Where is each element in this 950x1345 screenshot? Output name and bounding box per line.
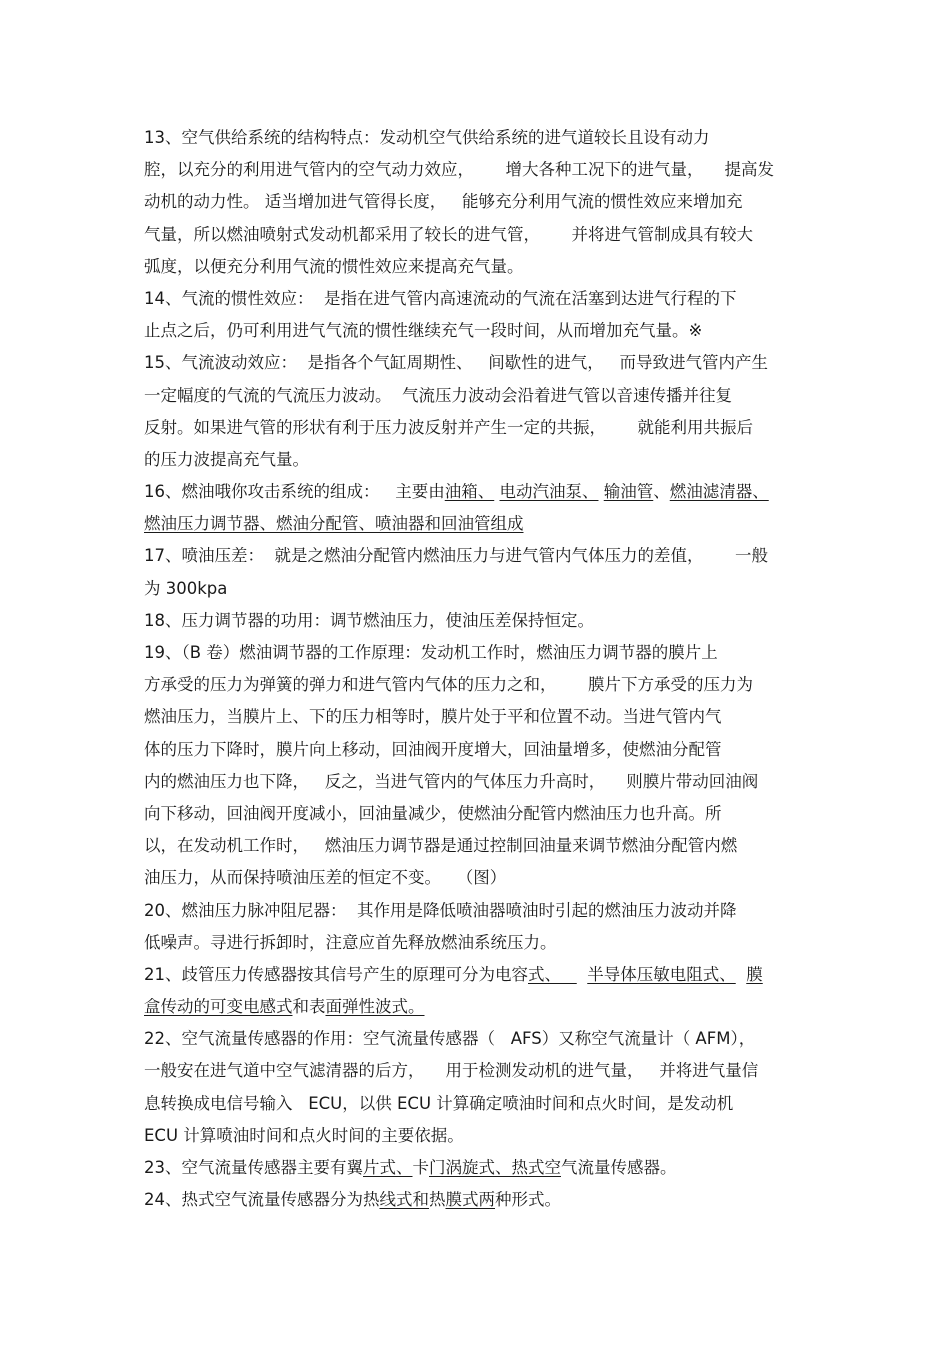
- text-segment: 气流量传感器。: [561, 1158, 677, 1177]
- text-line: [144, 315, 814, 347]
- underlined-term: 燃油滤清器、: [669, 482, 769, 502]
- text-segment: 21、歧管压力传感器按其信号产生的原理可分为电容: [144, 964, 528, 984]
- text-segment: 16、燃油哦你攻击系统的组成： 主要由: [144, 482, 445, 502]
- text-line: [144, 1184, 814, 1216]
- text-line: [144, 830, 814, 862]
- underlined-term: 电动汽油泵、: [499, 482, 599, 502]
- text-line: [144, 283, 814, 315]
- text-line: [144, 380, 814, 412]
- text-line: [144, 251, 814, 283]
- text-segment: 卡: [412, 1158, 429, 1177]
- underlined-term: 膜式两: [445, 1190, 495, 1210]
- text-segment: 弧度，以便充分利用气流的惯性效应来提高充气量。: [144, 256, 524, 276]
- text-segment: 一定幅度的气流的气流压力波动。 气流压力波动会沿着进气管以音速传播并往复: [144, 385, 732, 405]
- text-line: [144, 476, 814, 508]
- underlined-term: 门涡旋式、热式空: [429, 1158, 561, 1177]
- text-line: [144, 927, 814, 959]
- text-segment: 23、空气流量传感器主要有翼: [144, 1158, 363, 1177]
- text-line: [144, 1055, 814, 1087]
- text-segment: 24、热式空气流量传感器分为热: [144, 1190, 380, 1210]
- text-segment: 油压力，从而保持喷油压差的恒定不变。 （图）: [144, 868, 507, 888]
- text-segment: 的压力波提高充气量。: [144, 449, 309, 469]
- text-segment: 低噪声。寻进行拆卸时，注意应首先释放燃油系统压力。: [144, 932, 557, 952]
- text-line: [144, 122, 814, 154]
- text-line: [144, 444, 814, 476]
- text-segment: 止点之后，仍可利用进气气流的惯性继续充气一段时间，从而增加充气量。※: [144, 321, 703, 341]
- text-segment: 22、空气流量传感器的作用：空气流量传感器（ AFS）又称空气流量计（ AFM），: [144, 1029, 756, 1049]
- text-line: [144, 991, 814, 1023]
- text-line: [144, 637, 814, 669]
- text-line: [144, 347, 814, 379]
- text-segment: 体的压力下降时，膜片向上移动，回油阀开度增大，回油量增多，使燃油分配管: [144, 739, 722, 759]
- underlined-term: 油箱、: [444, 482, 495, 502]
- underlined-term: 面弹性波式。: [325, 997, 425, 1017]
- text-line: [144, 605, 814, 637]
- text-segment: 动机的动力性。 适当增加进气管得长度， 能够充分利用气流的惯性效应来增加充: [144, 192, 743, 212]
- text-segment: 、: [653, 482, 670, 502]
- text-line: [144, 862, 814, 894]
- text-segment: 方承受的压力为弹簧的弹力和进气管内气体的压力之和， 膜片下方承受的压力为: [144, 675, 753, 695]
- text-line: [144, 412, 814, 444]
- text-segment: 18、压力调节器的功用：调节燃油压力，使油压差保持恒定。: [144, 610, 594, 630]
- underlined-term: 半导体压敏电阻式、: [587, 964, 736, 984]
- text-segment: 19、（B 卷）燃油调节器的工作原理：发动机工作时，燃油压力调节器的膜片上: [144, 643, 718, 662]
- text-segment: 17、喷油压差： 就是之燃油分配管内燃油压力与进气管内气体压力的差值， 一般: [144, 546, 768, 566]
- text-line: [144, 1023, 814, 1055]
- text-segment: 和表: [292, 997, 326, 1017]
- text-line: [144, 669, 814, 701]
- text-segment: 一般安在进气道中空气滤清器的后方， 用于检测发动机的进气量， 并将进气量信: [144, 1061, 759, 1081]
- text-segment: 燃油压力，当膜片上、下的压力相等时，膜片处于平和位置不动。当进气管内气: [144, 707, 722, 727]
- text-segment: 气量，所以燃油喷射式发动机都采用了较长的进气管， 并将进气管制成具有较大: [144, 224, 753, 244]
- document-body: [144, 122, 814, 1216]
- text-segment: 腔，以充分的利用进气管内的空气动力效应， 增大各种工况下的进气量， 提高发: [144, 160, 774, 180]
- text-segment: [577, 965, 588, 984]
- text-line: [144, 1088, 814, 1120]
- underlined-term: 线式和: [379, 1190, 429, 1210]
- text-line: [144, 540, 814, 572]
- underlined-term: 膜: [746, 964, 763, 984]
- text-segment: 20、燃油压力脉冲阻尼器： 其作用是降低喷油器喷油时引起的燃油压力波动并降: [144, 900, 737, 920]
- underlined-term: 盒传动的可变电感式: [144, 997, 293, 1017]
- text-segment: 热: [429, 1190, 446, 1210]
- underlined-term: 式、: [528, 964, 577, 984]
- text-segment: 以，在发动机工作时， 燃油压力调节器是通过控制回油量来调节燃油分配管内燃: [144, 836, 738, 856]
- text-line: [144, 766, 814, 798]
- text-segment: 为 300kpa: [144, 578, 228, 598]
- text-segment: 反射。如果进气管的形状有利于压力波反射并产生一定的共振， 就能利用共振后: [144, 417, 753, 437]
- text-line: [144, 701, 814, 733]
- text-line: [144, 573, 814, 605]
- underlined-term: 输油管: [603, 482, 654, 502]
- text-line: [144, 734, 814, 766]
- text-segment: ECU 计算喷油时间和点火时间的主要依据。: [144, 1125, 464, 1145]
- text-segment: 向下移动，回油阀开度减小，回油量减少，使燃油分配管内燃油压力也升高。所: [144, 803, 722, 823]
- text-line: [144, 219, 814, 251]
- text-segment: 14、气流的惯性效应： 是指在进气管内高速流动的气流在活塞到达进气行程的下: [144, 288, 737, 308]
- text-line: [144, 895, 814, 927]
- text-line: [144, 798, 814, 830]
- text-segment: 13、空气供给系统的结构特点：发动机空气供给系统的进气道较长且设有动力: [144, 128, 710, 147]
- underlined-term: 燃油压力调节器、燃油分配管、喷油器和回油管组成: [144, 514, 524, 534]
- text-line: [144, 959, 814, 991]
- text-line: [144, 1120, 814, 1152]
- text-segment: 15、气流波动效应： 是指各个气缸周期性、 间歇性的进气， 而导致进气管内产生: [144, 353, 768, 373]
- text-line: [144, 508, 814, 540]
- text-segment: [736, 965, 747, 984]
- text-line: [144, 154, 814, 186]
- text-line: [144, 186, 814, 218]
- text-line: [144, 1152, 814, 1184]
- text-segment: 种形式。: [495, 1190, 561, 1210]
- underlined-term: 片式、: [363, 1158, 413, 1177]
- text-segment: 内的燃油压力也下降， 反之，当进气管内的气体压力升高时， 则膜片带动回油阀: [144, 771, 759, 791]
- text-segment: 息转换成电信号输入 ECU，以供 ECU 计算确定喷油时间和点火时间，是发动机: [144, 1093, 734, 1113]
